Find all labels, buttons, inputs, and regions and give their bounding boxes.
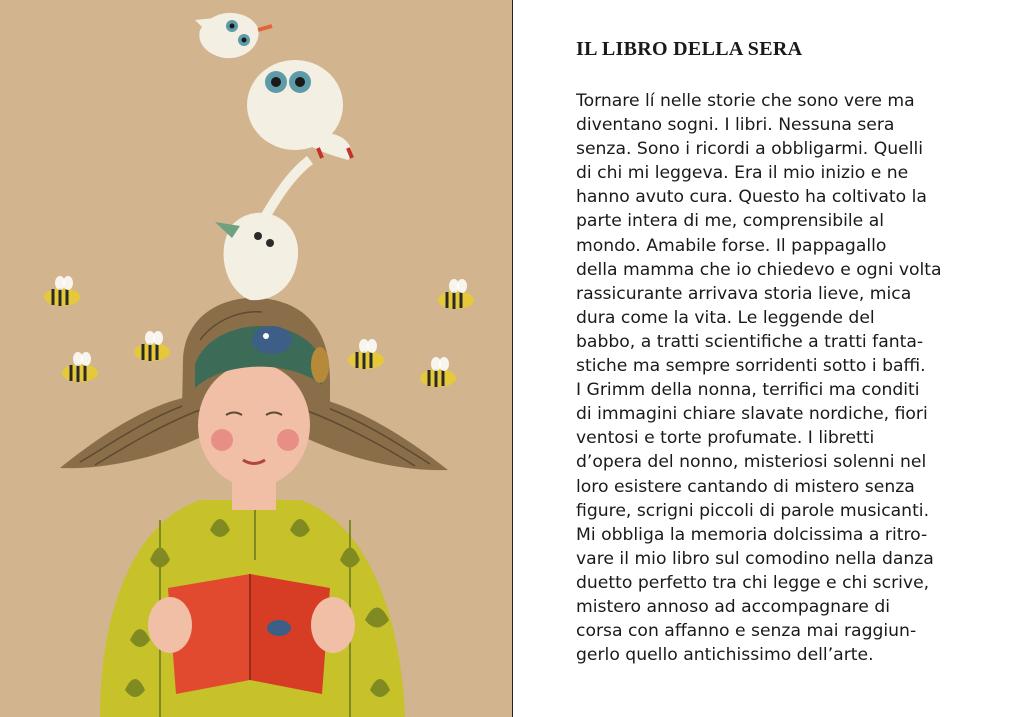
text-line: rassicurante arrivava storia lieve, mica — [576, 283, 912, 304]
text-line: della mamma che io chiedevo e ogni volta — [576, 259, 942, 280]
text-line: di chi mi leggeva. Era il mio inizio e ne — [576, 163, 909, 184]
text-line: ventosi e torte profumate. I libretti — [576, 428, 875, 449]
text-line: d’opera del nonno, misteriosi solenni nel — [576, 452, 927, 473]
text-line: stiche ma sempre sorridenti sotto i baffi. — [576, 356, 926, 377]
text-line: di immagini chiare slavate nordiche, fiori — [576, 404, 928, 425]
text-line: figure, scrigni piccoli di parole musicanti. — [576, 500, 930, 521]
text-line: duetto perfetto tra chi legge e chi scrive, — [576, 572, 930, 593]
text-page — [513, 0, 1024, 717]
bee-icon — [44, 276, 80, 306]
body-text — [576, 89, 942, 667]
text-line: Tornare lí nelle storie che sono vere ma — [576, 91, 915, 111]
bee-icon — [62, 352, 98, 382]
text-line: mondo. Amabile forse. Il pappagallo — [576, 235, 887, 256]
bee-icon — [134, 331, 170, 361]
text-line: hanno avuto cura. Questo ha coltivato la — [576, 187, 927, 208]
creature-top — [195, 13, 272, 58]
creature-middle — [247, 60, 352, 160]
text-line: gerlo quello antichissimo dell’arte. — [576, 645, 874, 666]
bee-icon — [438, 279, 474, 309]
page-title: IL LIBRO DELLA SERA — [576, 38, 803, 60]
text-line: parte intera di me, comprensibile al — [576, 211, 885, 232]
text-line: mistero annoso ad accompagnare di — [576, 596, 891, 617]
bee-icon — [348, 339, 384, 369]
text-line: I Grimm della nonna, terrifici ma conditi — [576, 380, 920, 401]
text-line: Mi obbliga la memoria dolcissima a ritro- — [576, 524, 928, 545]
face — [198, 363, 310, 510]
text-line: senza. Sono i ricordi a obbligarmi. Quelli — [576, 139, 924, 160]
text-line: loro esistere cantando di mistero senza — [576, 476, 915, 497]
text-line: vare il mio libro sul comodino nella danza — [576, 548, 934, 569]
text-line: diventano sogni. I libri. Nessuna sera — [576, 115, 895, 136]
bee-icon — [420, 357, 456, 387]
text-line: babbo, a tratti scientifiche a tratti fanta- — [576, 331, 924, 352]
text-line: corsa con affanno e senza mai raggiun- — [576, 621, 917, 642]
text-line: dura come la vita. Le leggende del — [576, 307, 875, 328]
creature-bottom — [215, 160, 310, 300]
